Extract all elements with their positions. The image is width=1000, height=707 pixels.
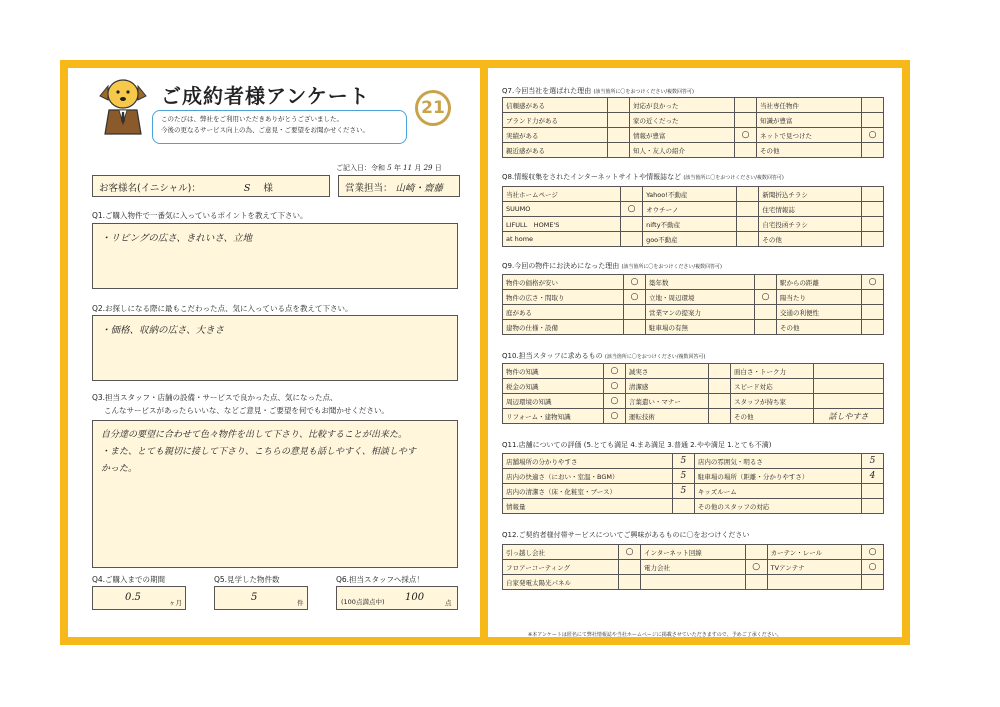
q12-table (502, 544, 884, 590)
q9-row (503, 275, 884, 290)
q7-answer-cell[interactable] (862, 98, 884, 113)
q9-row (503, 320, 884, 335)
intro-bubble (152, 110, 407, 144)
q11-answer-cell[interactable] (862, 484, 884, 499)
q8-answer-cell[interactable] (862, 232, 884, 247)
q8-option-label: その他 (759, 232, 862, 247)
q10-answer-cell[interactable]: ○ (603, 394, 625, 409)
q9-question (502, 261, 722, 271)
q10-option-label: 物件の知識 (503, 364, 604, 379)
q9-option-label: 築年数 (646, 275, 755, 290)
q12-row (503, 560, 884, 575)
q8-answer-cell[interactable] (737, 217, 759, 232)
q3-answer-line-1: 自分達の要望に合わせて色々物件を出して下さり、比較することが出来た。 (101, 430, 408, 440)
q7-answer-cell[interactable] (735, 143, 757, 158)
q11-answer-cell[interactable]: 5 (672, 484, 694, 499)
date-day: 29 (423, 164, 433, 172)
date-year-unit: 年 (393, 164, 401, 172)
q12-option-label: フロアーコーティング (503, 560, 619, 575)
q7-answer-cell[interactable] (862, 113, 884, 128)
staff-name: 山崎・齋藤 (395, 183, 444, 194)
q7-answer-cell[interactable] (735, 98, 757, 113)
q9-answer-cell[interactable] (862, 320, 884, 335)
q11-row (503, 469, 884, 484)
q11-option-label: 店内の雰囲気・明るさ (694, 454, 861, 469)
q9-answer-cell[interactable]: ○ (862, 275, 884, 290)
q11-option-label: その他のスタッフの対応 (694, 499, 861, 514)
q10-answer-cell[interactable] (708, 379, 730, 394)
q3-answer-field[interactable] (92, 420, 458, 568)
q11-answer-cell[interactable] (862, 499, 884, 514)
q8-option-label: 自宅投函チラシ (759, 217, 862, 232)
q7-option-label: 情報が豊富 (630, 128, 735, 143)
q7-answer-cell[interactable]: ○ (862, 128, 884, 143)
q1-question: Q1.ご購入物件で一番気に入っているポイントを教えて下さい。 (92, 211, 308, 220)
q7-option-label: 当社専任物件 (757, 98, 862, 113)
q10-answer-cell[interactable] (708, 394, 730, 409)
q10-option-label: 清潔感 (625, 379, 708, 394)
q6-unit: 点 (445, 599, 452, 607)
q7-answer-cell[interactable] (608, 113, 630, 128)
q9-answer-cell[interactable]: ○ (624, 275, 646, 290)
century21-logo: 21 (415, 90, 451, 126)
customer-initial: S (243, 183, 251, 194)
q8-option-label: at home (503, 232, 621, 247)
q9-option-label: 駐車場の有無 (646, 320, 755, 335)
q8-answer-cell[interactable] (621, 217, 643, 232)
q7-question-text: Q7.今回当社を選ばれた理由 (502, 87, 592, 95)
q7-note: (該当箇所に〇をおつけください/複数回答可) (593, 89, 694, 95)
q9-table (502, 274, 884, 335)
date-day-unit: 日 (434, 164, 442, 172)
q7-option-label: ブランド力がある (503, 113, 608, 128)
q10-option-label: スピード対応 (730, 379, 813, 394)
q12-option-label: 自家発電太陽光パネル (503, 575, 619, 590)
q9-row (503, 305, 884, 320)
q12-answer-cell[interactable] (745, 545, 767, 560)
q9-note: (該当箇所に〇をおつけください/複数回答可) (621, 264, 722, 270)
q10-answer-cell[interactable]: ○ (603, 409, 625, 424)
q9-answer-cell[interactable] (755, 275, 777, 290)
q9-option-label: 物件の価格が安い (503, 275, 624, 290)
q10-answer-cell[interactable] (814, 379, 884, 394)
q11-option-label: 店内の快適さ（におい・室温・BGM） (503, 469, 673, 484)
q12-answer-cell[interactable]: ○ (862, 560, 884, 575)
sales-staff-field[interactable] (338, 175, 460, 197)
q9-answer-cell[interactable] (755, 320, 777, 335)
q3-question (92, 391, 389, 417)
q12-answer-cell[interactable]: ○ (745, 560, 767, 575)
q7-option-label: ネットで見つけた (757, 128, 862, 143)
q12-answer-cell[interactable] (619, 560, 641, 575)
q8-question (502, 172, 784, 182)
q12-answer-cell[interactable] (862, 575, 884, 590)
q11-answer-cell[interactable]: 5 (862, 454, 884, 469)
q10-option-label: 税金の知識 (503, 379, 604, 394)
q11-answer-cell[interactable]: 4 (862, 469, 884, 484)
q8-answer-cell[interactable] (621, 187, 643, 202)
q7-option-label: 信頼感がある (503, 98, 608, 113)
q3-question-line-2: こんなサービスがあったらいいな、などご意見・ご要望を何でもお聞かせください。 (104, 406, 389, 415)
q9-answer-cell[interactable] (755, 305, 777, 320)
fill-date (336, 163, 442, 173)
q8-option-label: 当社ホームページ (503, 187, 621, 202)
q10-row (503, 409, 884, 424)
q8-row (503, 187, 884, 202)
q4-value: 0.5 (125, 592, 141, 603)
q9-question-text: Q9.今回の物件にお決めになった理由 (502, 262, 620, 270)
q11-option-label: キッズルーム (694, 484, 861, 499)
q10-option-label: 面白さ・トーク力 (730, 364, 813, 379)
q3-answer-line-3: かった。 (101, 464, 138, 474)
right-panel (488, 68, 902, 637)
q7-option-label: 親近感がある (503, 143, 608, 158)
q2-question: Q2.お探しになる際に最もこだわった点、気に入っている点を教えて下さい。 (92, 304, 353, 313)
q2-answer-field[interactable]: ・価格、収納の広さ、大きさ (92, 315, 458, 381)
q8-row (503, 202, 884, 217)
q8-question-text: Q8.情報収集をされたインターネットサイトや情報誌など (502, 173, 682, 181)
q10-option-label: スタッフが持ち家 (730, 394, 813, 409)
q6-question: Q6.担当スタッフへ採点！ (336, 575, 424, 584)
q12-option-label: 電力会社 (641, 560, 746, 575)
intro-line-1: このたびは、弊社をご利用いただきありがとうございました。 (161, 115, 343, 123)
q8-answer-cell[interactable] (621, 232, 643, 247)
q10-option-label: リフォーム・建物知識 (503, 409, 604, 424)
q11-option-label: 店内の清潔さ（床・化粧室・ブース） (503, 484, 673, 499)
q6-value: 100 (405, 592, 425, 603)
customer-label: お客様名(イニシャル)： (99, 183, 201, 194)
footnote: ※本アンケートは匿名にて弊社情報誌や当社ホームページに掲載させていただきますので、予めご了承ください。 (528, 632, 782, 638)
q9-answer-cell[interactable] (862, 290, 884, 305)
q9-option-label: 営業マンの提案力 (646, 305, 755, 320)
q11-table (502, 453, 884, 514)
q8-row (503, 217, 884, 232)
q10-option-label: 誠実さ (625, 364, 708, 379)
q12-answer-cell[interactable] (745, 575, 767, 590)
q10-row (503, 364, 884, 379)
q3-answer-line-2: ・また、とても親切に接して下さり、こちらの意見も話しやすく、相談しやす (101, 447, 416, 457)
q11-row (503, 484, 884, 499)
q5-question: Q5.見学した物件数 (214, 575, 280, 584)
q11-option-label: 店舗場所の分かりやすさ (503, 454, 673, 469)
q10-answer-cell[interactable] (708, 364, 730, 379)
q11-question: Q11.店舗についての評価 (5.とても満足 4.まあ満足 3.普通 2.やや満足 1.とても不満) (502, 441, 772, 449)
q7-option-label: 実績がある (503, 128, 608, 143)
q10-table (502, 363, 884, 424)
q9-option-label: 陽当たり (777, 290, 862, 305)
q12-answer-cell[interactable] (619, 575, 641, 590)
q9-answer-cell[interactable]: ○ (624, 290, 646, 305)
date-year: 5 (387, 164, 392, 172)
q12-option-label: インターネット回線 (641, 545, 746, 560)
q10-answer-cell[interactable]: ○ (603, 379, 625, 394)
q8-answer-cell[interactable] (737, 232, 759, 247)
q9-option-label: 駅からの距離 (777, 275, 862, 290)
q8-option-label: オウチーノ (643, 202, 737, 217)
q9-option-label: 交通の利便性 (777, 305, 862, 320)
q8-option-label: Yahoo!不動産 (643, 187, 737, 202)
q7-answer-cell[interactable] (608, 143, 630, 158)
q11-option-label: 情報量 (503, 499, 673, 514)
date-month: 11 (403, 164, 413, 172)
q11-answer-cell[interactable]: 5 (672, 469, 694, 484)
q8-answer-cell[interactable] (737, 187, 759, 202)
q9-answer-cell[interactable] (624, 305, 646, 320)
q7-option-label: その他 (757, 143, 862, 158)
q12-answer-cell[interactable]: ○ (619, 545, 641, 560)
q11-row (503, 499, 884, 514)
q7-row (503, 113, 884, 128)
q9-option-label: その他 (777, 320, 862, 335)
q7-option-label: 家の近くだった (630, 113, 735, 128)
q12-option-label: TVアンテナ (767, 560, 861, 575)
q10-answer-cell[interactable] (708, 409, 730, 424)
q8-option-label: LIFULL HOME'S (503, 217, 621, 232)
q11-option-label: 駐車場の場所（距離・分かりやすさ） (694, 469, 861, 484)
q1-answer-field[interactable]: ・リビングの広さ、きれいさ、立地 (92, 223, 458, 289)
q10-option-label: 言葉遣い・マナー (625, 394, 708, 409)
q4-period-field[interactable] (92, 586, 186, 610)
q12-answer-cell[interactable]: ○ (862, 545, 884, 560)
q7-option-label: 対応が良かった (630, 98, 735, 113)
q10-row (503, 394, 884, 409)
q12-row (503, 545, 884, 560)
q7-answer-cell[interactable]: ○ (735, 128, 757, 143)
q7-option-label: 知人・友人の紹介 (630, 143, 735, 158)
q10-question (502, 351, 705, 361)
q8-answer-cell[interactable]: ○ (621, 202, 643, 217)
q9-option-label: 庭がある (503, 305, 624, 320)
q8-note: (該当箇所に〇をおつけください/複数回答可) (683, 175, 784, 181)
survey-sheet (60, 60, 910, 645)
q8-answer-cell[interactable] (862, 187, 884, 202)
q8-option-label: SUUMO (503, 202, 621, 217)
q8-answer-cell[interactable] (862, 217, 884, 232)
q7-question (502, 86, 694, 96)
q11-answer-cell[interactable]: 5 (672, 454, 694, 469)
q4-question: Q4.ご購入までの期間 (92, 575, 166, 584)
q9-answer-cell[interactable] (624, 320, 646, 335)
q7-row (503, 98, 884, 113)
q12-question: Q12.ご契約者様付帯サービスについてご興味があるものに〇をおつけください (502, 531, 750, 539)
q12-row (503, 575, 884, 590)
q8-answer-cell[interactable] (737, 202, 759, 217)
q11-answer-cell[interactable] (672, 499, 694, 514)
q8-option-label: nifty不動産 (643, 217, 737, 232)
q9-option-label: 物件の広さ・間取り (503, 290, 624, 305)
q10-answer-cell[interactable] (814, 364, 884, 379)
dog-mascot-icon (94, 74, 152, 136)
intro-line-2: 今後の更なるサービス向上の為、ご意見・ご要望をお聞かせください。 (161, 126, 369, 134)
date-month-unit: 月 (414, 164, 422, 172)
q10-option-label: 運転技術 (625, 409, 708, 424)
q12-option-label (641, 575, 746, 590)
q7-row (503, 143, 884, 158)
q8-option-label: goo不動産 (643, 232, 737, 247)
q12-option-label (767, 575, 861, 590)
q7-table (502, 97, 884, 158)
q7-answer-cell[interactable] (735, 113, 757, 128)
q12-option-label: カーテン・レール (767, 545, 861, 560)
q7-row (503, 128, 884, 143)
q10-question-text: Q10.担当スタッフに求めるもの (502, 352, 603, 360)
q5-value: 5 (251, 592, 258, 603)
q8-table (502, 186, 884, 247)
q10-option-label: その他 (730, 409, 813, 424)
q9-option-label: 建物の仕様・設備 (503, 320, 624, 335)
q9-option-label: 立地・周辺環境 (646, 290, 755, 305)
q7-answer-cell[interactable] (862, 143, 884, 158)
q8-row (503, 232, 884, 247)
q6-prefix: (100点満点中) (341, 598, 385, 606)
q5-unit: 件 (297, 599, 304, 607)
customer-suffix: 様 (263, 183, 273, 194)
q3-question-line-1: Q3.担当スタッフ・店舗の設備・サービスで良かった点、気になった点、 (92, 393, 338, 402)
q6-score-field[interactable] (336, 586, 458, 610)
q11-row (503, 454, 884, 469)
q8-option-label: 住宅情報誌 (759, 202, 862, 217)
q10-answer-cell[interactable]: 話しやすさ (814, 409, 884, 424)
q9-row (503, 290, 884, 305)
q8-option-label: 新聞折込チラシ (759, 187, 862, 202)
q5-count-field[interactable] (214, 586, 308, 610)
customer-name-field[interactable] (92, 175, 330, 197)
left-panel (68, 68, 480, 637)
q9-answer-cell[interactable]: ○ (755, 290, 777, 305)
q10-row (503, 379, 884, 394)
survey-title: ご成約者様アンケート (161, 84, 370, 108)
q9-answer-cell[interactable] (862, 305, 884, 320)
q4-unit: ヶ月 (169, 599, 182, 607)
q8-answer-cell[interactable] (862, 202, 884, 217)
q7-answer-cell[interactable] (608, 128, 630, 143)
date-label: ご記入日：令和 (336, 164, 385, 172)
q10-option-label: 周辺環境の知識 (503, 394, 604, 409)
q7-answer-cell[interactable] (608, 98, 630, 113)
staff-label: 営業担当： (345, 183, 393, 194)
q7-option-label: 知識が豊富 (757, 113, 862, 128)
q10-note: (該当箇所に〇をおつけください/複数回答可) (604, 354, 706, 360)
q12-option-label: 引っ越し会社 (503, 545, 619, 560)
q10-answer-cell[interactable] (814, 394, 884, 409)
q10-answer-cell[interactable]: ○ (603, 364, 625, 379)
